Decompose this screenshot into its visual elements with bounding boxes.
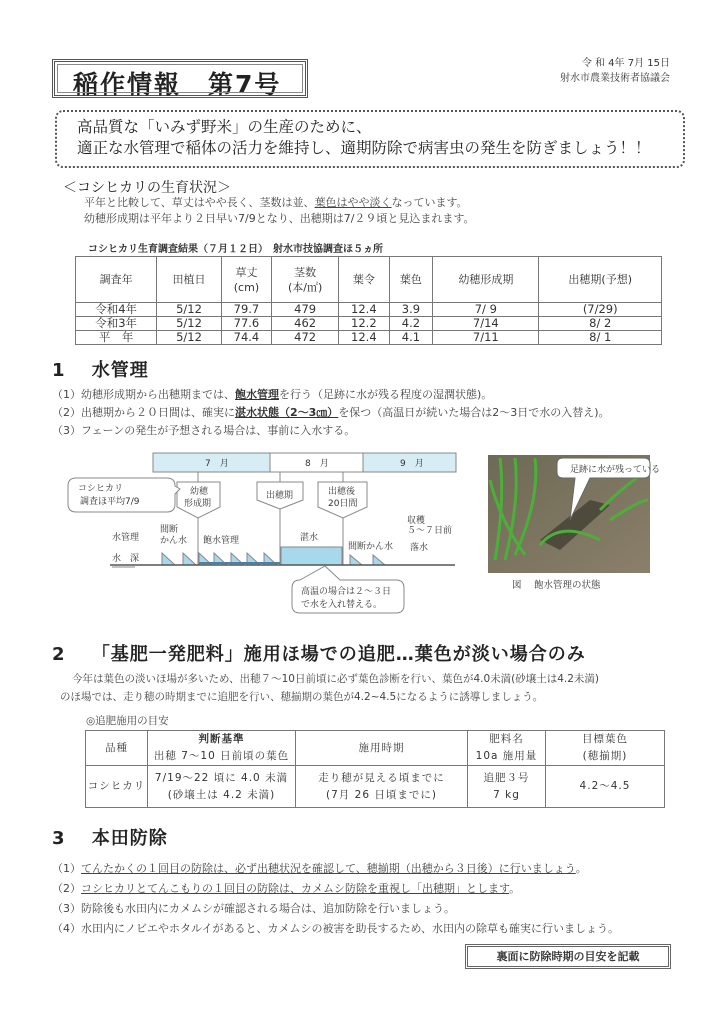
s1-line-3: （3）フェーンの発生が予想される場合は、事前に入水する。 [52, 424, 356, 437]
phase-label: 間断 [160, 525, 179, 535]
th [468, 731, 546, 766]
phase-label: 間断かん水 [348, 542, 394, 552]
td: コシヒカリ [86, 766, 148, 808]
emphasis: てんたかくの１回目の防除は、必ず出穂状況を確認して、穂揃期（出穂から３日後）に行いましょう [81, 862, 576, 875]
text: 走り穂が見える頃までに [318, 771, 445, 784]
text: （2） [52, 882, 81, 895]
row-label: 水管理 [112, 533, 140, 543]
stage-label: 出穂後 [328, 487, 356, 497]
survey-cell: (7/29) [539, 303, 662, 317]
survey-cell: 7/11 [433, 331, 539, 345]
survey-cell: 7/ 9 [433, 303, 539, 317]
survey-cell: 12.4 [339, 303, 389, 317]
survey-cell: 8/ 2 [539, 317, 662, 331]
survey-cell: 7/14 [433, 317, 539, 331]
stage-label: 出穂期 [266, 491, 294, 501]
td [148, 766, 296, 808]
survey-header-cell: 葉色 [389, 257, 433, 303]
growth-heading: ＜コシヒカリの生育状況＞ [63, 180, 231, 196]
phase-label: ５～７日前 [407, 526, 453, 536]
survey-cell: 平 年 [76, 331, 157, 345]
emphasis: 飽水管理 [235, 388, 279, 401]
survey-cell: 5/12 [157, 303, 221, 317]
section-2-heading: 2 「基肥一発肥料」施用ほ場での追肥…葉色が淡い場合のみ [52, 644, 586, 665]
td [468, 766, 546, 808]
text: （2）出穂期から２０日間は、確実に [52, 406, 235, 419]
survey-cell: 462 [272, 317, 339, 331]
growth-line-2: 幼穂形成期は平年より２日早い7/9となり、出穂期は7/２９頃と見込まれます。 [84, 212, 475, 225]
month-label: 8 月 [305, 459, 329, 469]
text: (7月 26 日頃までに) [326, 788, 437, 801]
text: 。 [575, 862, 587, 875]
section-1-heading: 1 水管理 [52, 360, 149, 381]
photo-bubble-text: 足跡に水が残っている [570, 465, 661, 475]
text: (穂揃期) [582, 750, 628, 762]
td [296, 766, 468, 808]
back-page-note: 裏面に防除時期の目安を記載 [465, 944, 671, 969]
issue-date: 令 和 4年 7月 15日 [581, 58, 670, 69]
flooded-water-level [281, 547, 342, 565]
survey-cell: 479 [272, 303, 339, 317]
survey-header-cell: 幼穂形成期 [433, 257, 539, 303]
survey-cell: 令和4年 [76, 303, 157, 317]
th [148, 731, 296, 766]
text: （1）幼穂形成期から出穂期までは、 [52, 388, 235, 401]
section-3-heading: 3 本田防除 [52, 828, 168, 849]
photo-caption: 図 飽水管理の状態 [512, 580, 601, 591]
row-label: 水 深 [112, 554, 140, 564]
s2-line-1: 今年は葉色の淡いほ場が多いため、出穂７～10日前頃に必ず葉色診断を行い、葉色が4.0未満(砂壌土は4.2未満) [72, 673, 600, 685]
text: なっています。 [391, 196, 468, 209]
text: 10a 施用量 [475, 750, 538, 762]
s3-line-4: （4）水田内にノビエやホタルイがあると、カメムシの被害を助長するため、水田内の除草も確実に行いましょう。 [52, 922, 620, 935]
newsletter-title: 稲作情報 第7号 [52, 59, 308, 98]
month-label: 9 月 [400, 459, 424, 469]
survey-header-cell: 草丈 (cm) [221, 257, 271, 303]
survey-cell: 12.2 [339, 317, 389, 331]
phase-label: かん水 [160, 536, 188, 546]
survey-header-cell: 茎数 (本/㎡) [272, 257, 339, 303]
survey-caption: コシヒカリ生育調査結果（７月１２日） 射水市技協調査ほ５ヵ所 [88, 244, 383, 255]
emphasis: 湛水状態（2～3㎝） [235, 406, 339, 419]
lead-line-1: 高品質な「いみず野米」の生産のために、 [77, 118, 372, 136]
survey-cell: 5/12 [157, 331, 221, 345]
text: 追肥３号 [483, 771, 530, 784]
s3-line-3: （3）防除後も水田内にカメムシが確認される場合は、追加防除を行いましょう。 [52, 902, 455, 915]
text: を行う（足跡に水が残る程度の湿潤状態)。 [279, 388, 493, 401]
stage-label: 幼穂 [190, 487, 209, 497]
publisher: 射水市農業技術者協議会 [560, 73, 670, 84]
text: 判断基準 [198, 733, 245, 745]
callout-text: 高温の場合は２～３日 [301, 587, 392, 597]
phase-label: 収穫 [407, 516, 426, 526]
survey-header-cell: 出穂期(予想) [539, 257, 662, 303]
lead-line-2: 適正な水管理で稲体の活力を維持し、適期防除で病害虫の発生を防ぎましょう！！ [77, 139, 651, 157]
survey-cell: 77.6 [221, 317, 271, 331]
th [546, 731, 665, 766]
stage-label: 形成期 [184, 499, 212, 509]
text: (砂壌土は 4.2 未満) [167, 788, 276, 801]
saturated-field-photo [488, 455, 660, 591]
month-label: 7 月 [205, 459, 229, 469]
survey-cell: 12.4 [339, 331, 389, 345]
survey-cell: 74.4 [221, 331, 271, 345]
survey-cell: 472 [272, 331, 339, 345]
th: 品種 [86, 731, 148, 766]
survey-cell: 79.7 [221, 303, 271, 317]
text: 平年と比較して、草丈はやや長く、茎数は並、 [84, 196, 315, 209]
text: 。 [509, 882, 521, 895]
survey-cell: 3.9 [389, 303, 433, 317]
phase-label: 落水 [410, 543, 429, 553]
survey-cell: 8/ 1 [539, 331, 662, 345]
phase-label: 湛水 [300, 533, 319, 543]
td: 4.2～4.5 [546, 766, 665, 808]
survey-cell: 4.1 [389, 331, 433, 345]
s2-line-2: のほ場では、走り穂の時期までに追肥を行い、穂揃期の葉色が4.2~4.5になるように誘導しましょう。 [60, 691, 544, 703]
callout-text: 調査ほ平均7/9 [80, 497, 140, 507]
text: 7/19～22 頃に 4.0 未満 [154, 771, 289, 784]
callout-text: コシヒカリ [78, 484, 124, 494]
survey-cell: 5/12 [157, 317, 221, 331]
fertilizer-table [85, 730, 665, 808]
survey-header-cell: 調査年 [76, 257, 157, 303]
emphasis: コシヒカリとてんこもりの１回目の防除は、カメムシ防除を重視し「出穂期」とします [81, 882, 510, 895]
stage-label: 20日間 [328, 499, 358, 509]
text: 出穂 7～10 日前頃の葉色 [153, 750, 290, 762]
fert-caption: ◎追肥施用の目安 [86, 715, 169, 727]
emphasis: 葉色はやや淡く [314, 196, 392, 209]
survey-cell: 令和3年 [76, 317, 157, 331]
text: 目標葉色 [582, 733, 628, 745]
text: を保つ（高温日が続いた場合は2～3日で水の入替え)。 [338, 406, 610, 419]
s3-line-1 [52, 860, 587, 876]
s3-line-2 [52, 880, 520, 896]
text: 7 kg [493, 788, 520, 801]
survey-header-cell: 葉令 [339, 257, 389, 303]
phase-label: 飽水管理 [203, 536, 240, 546]
text: （1） [52, 862, 81, 875]
survey-header-cell: 田植日 [157, 257, 221, 303]
survey-cell: 4.2 [389, 317, 433, 331]
text: 肥料名 [489, 733, 524, 745]
callout-text: で水を入れ替える。 [301, 600, 383, 610]
th: 施用時期 [296, 731, 468, 766]
